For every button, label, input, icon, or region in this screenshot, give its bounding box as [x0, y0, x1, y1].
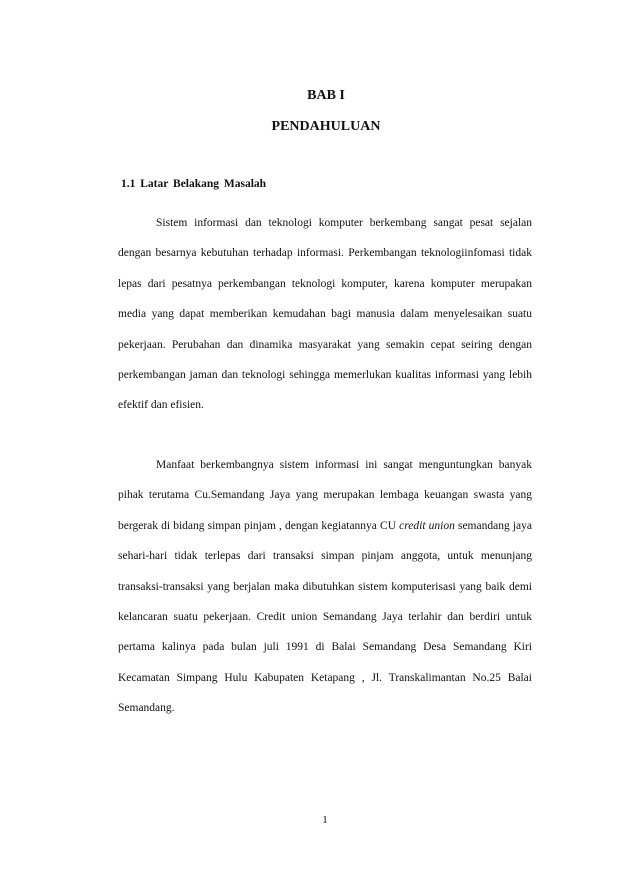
page-number: 1 — [322, 814, 328, 826]
paragraph-2-italic-term: credit union — [399, 519, 455, 532]
paragraph-2-text-start: Manfaat berkembangnya sistem informasi ini sangat menguntungkan banyak pihak terutama Cu.Semandang Jaya yang merupakan lembaga keuangan swasta yang bergerak di bidang simpan pinjam , dengan kegiatannya CU — [118, 459, 532, 532]
paragraph-1 — [118, 208, 532, 421]
chapter-title: PENDAHULUAN — [271, 119, 381, 134]
paragraph-2 — [118, 450, 532, 724]
chapter-number: BAB I — [307, 88, 345, 103]
paragraph-1-text: Sistem informasi dan teknologi komputer berkembang sangat pesat sejalan dengan besarnya kebutuhan terhadap informasi. Perkembangan teknologiinfomasi tidak lepas dari pesatnya perkembangan teknologi komputer, karena komputer merupakan media yang dapat memberikan kemudahan bagi manusia dalam menyelesaikan suatu pekerjaan. Perubahan dan dinamika masyarakat yang semakin cepat seiring dengan perkembangan jaman dan teknologi sehingga memerlukan kualitas informasi yang lebih efektif dan efisien. — [118, 217, 532, 412]
paragraph-2-text-end: semandang jaya sehari-hari tidak terlepas dari transaksi simpan pinjam anggota, untuk menunjang transaksi-transaksi yang berjalan maka dibutuhkan sistem komputerisasi yang baik demi kelancaran suatu pekerjaan. Credit union Semandang Jaya terlahir dan berdiri untuk pertama kalinya pada bulan juli 1991 di Balai Semandang Desa Semandang Kiri Kecamatan Simpang Hulu Kabupaten Ketapang , Jl. Transkalimantan No.25 Balai Semandang. — [118, 519, 532, 715]
section-heading: 1.1 Latar Belakang Masalah — [121, 178, 267, 190]
